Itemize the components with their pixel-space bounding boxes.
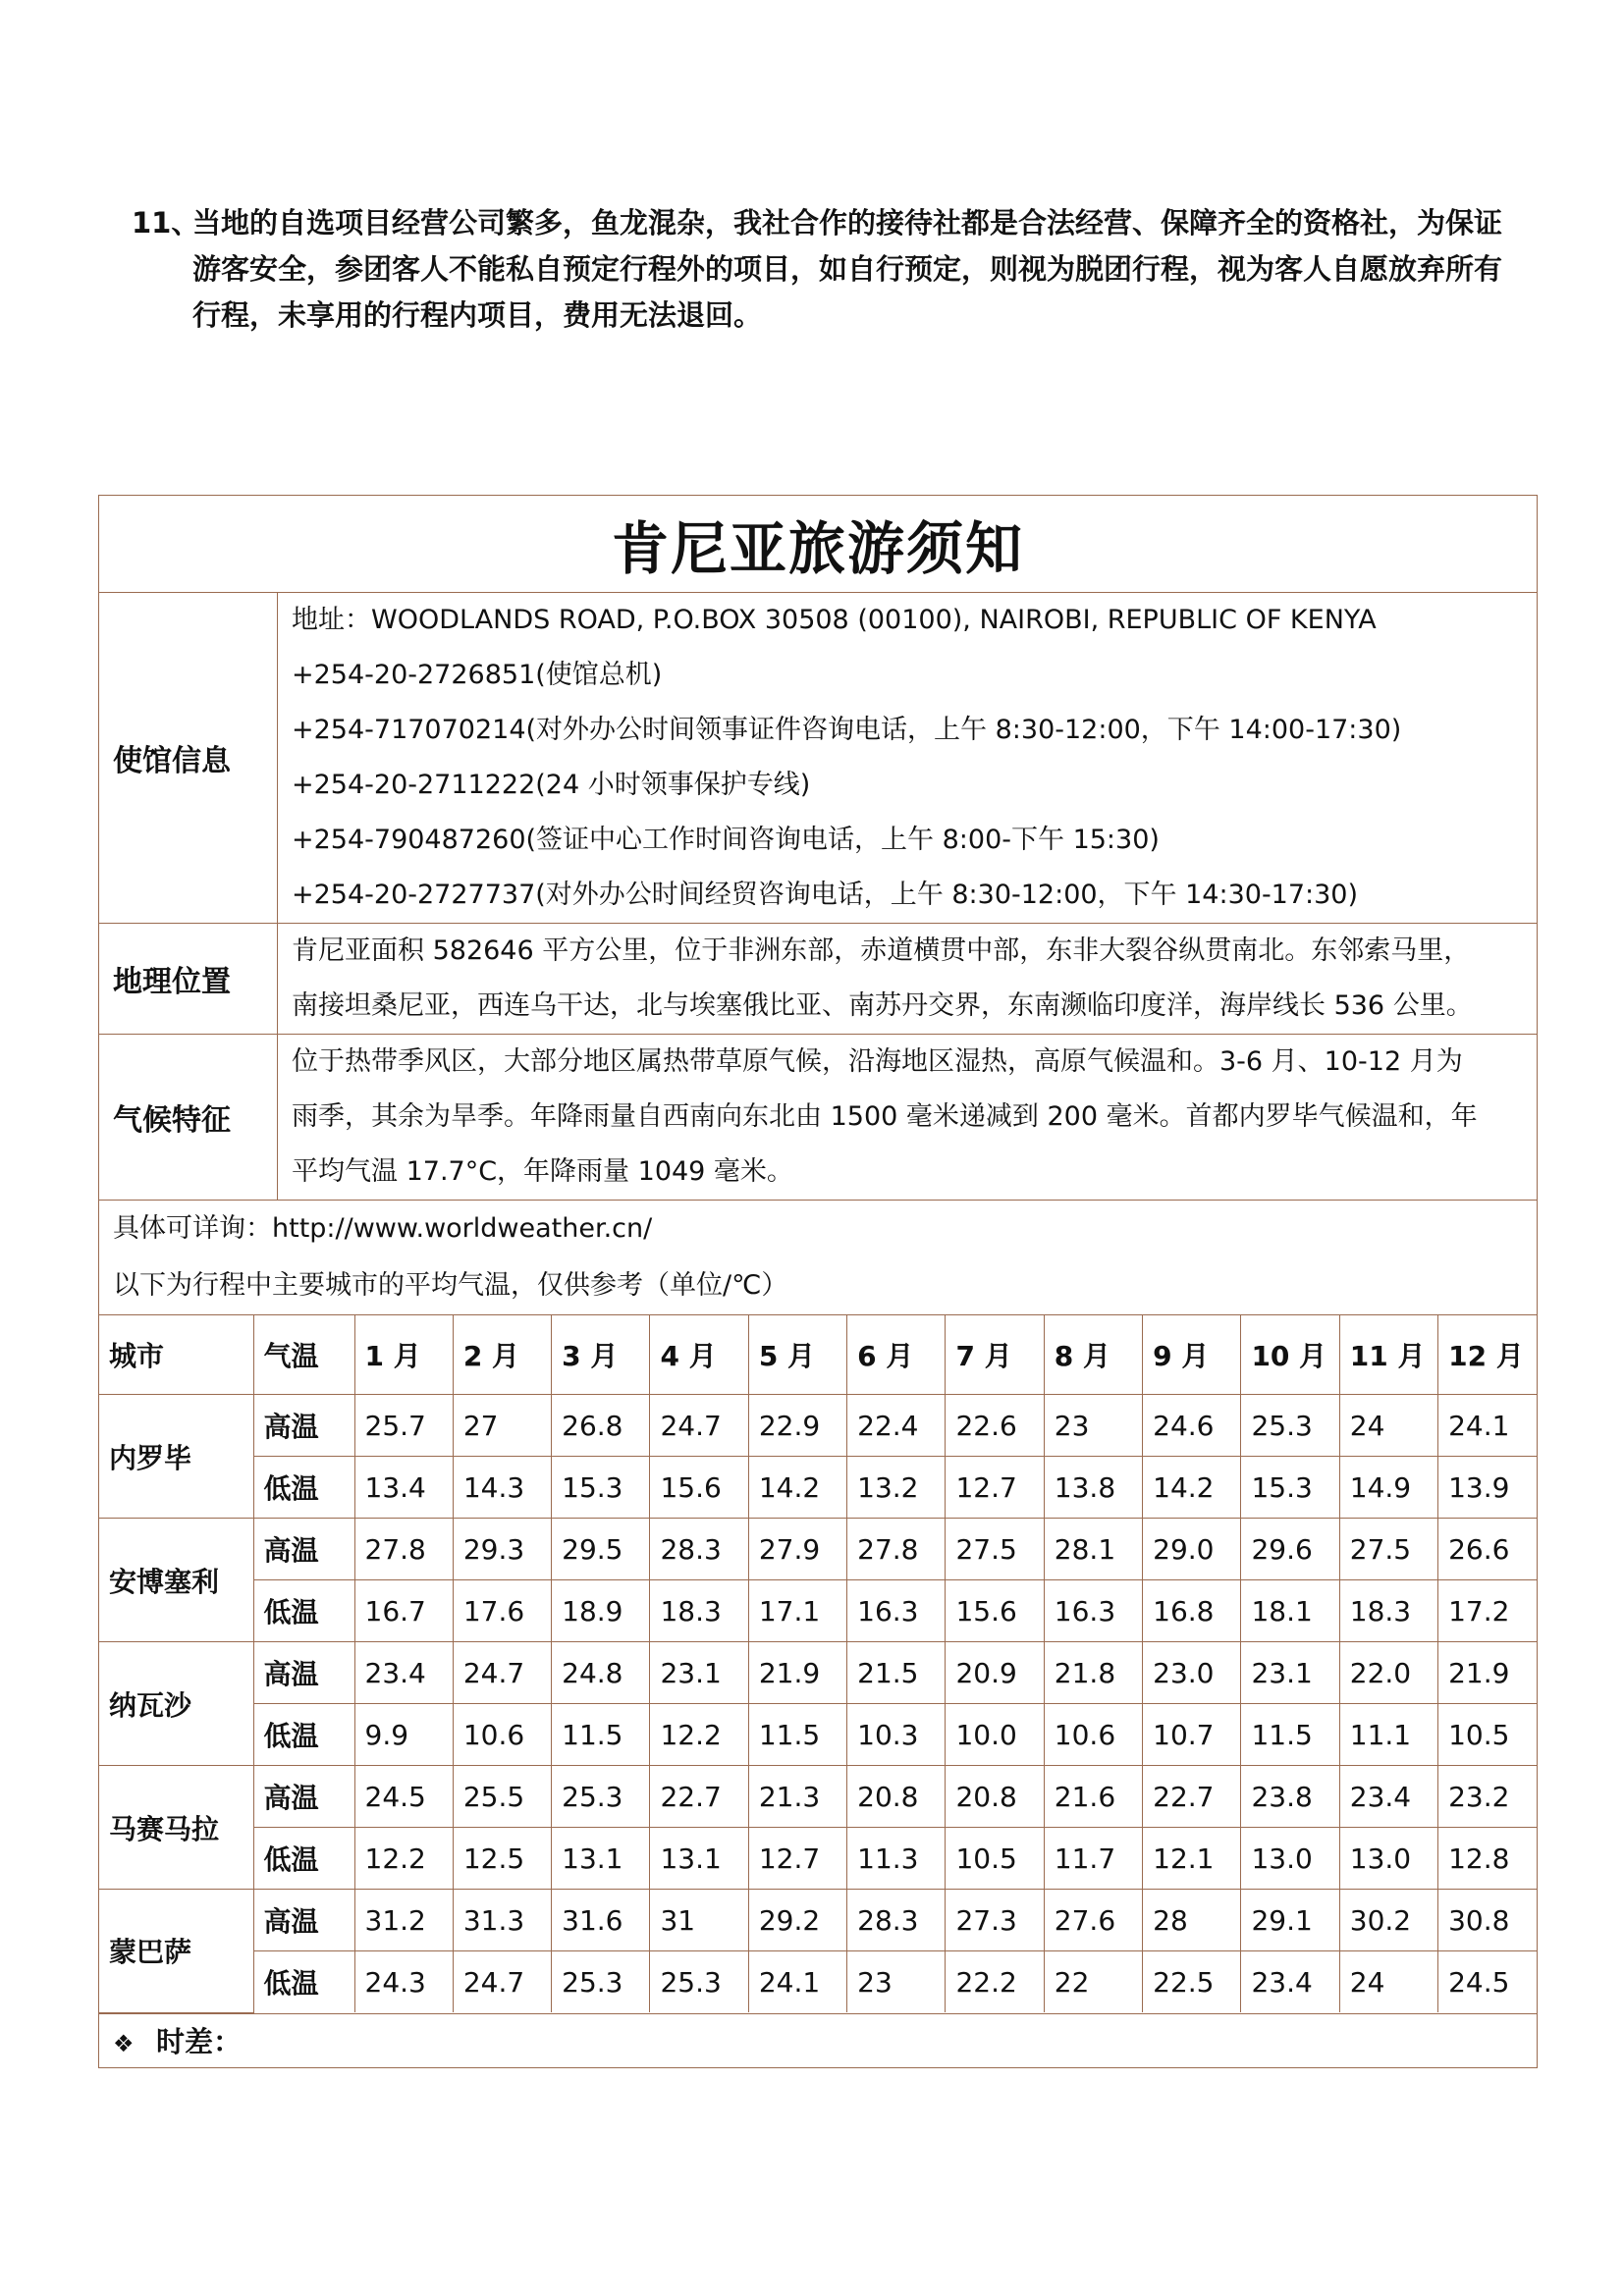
high-temp-value: 25.7 (354, 1395, 453, 1457)
low-temp-value: 10.6 (1044, 1704, 1142, 1766)
high-temp-value: 22.7 (650, 1766, 748, 1828)
high-temp-value: 27.5 (1339, 1519, 1437, 1580)
high-temp-value: 27.5 (946, 1519, 1044, 1580)
climate-line: 位于热带季风区，大部分地区属热带草原气候，沿海地区湿热，高原气候温和。3-6 月、10-12 月为 (292, 1046, 1463, 1077)
high-temp-value: 28.3 (650, 1519, 748, 1580)
low-temp-value: 24.1 (748, 1951, 846, 2013)
weather-reference (99, 1201, 1538, 1315)
city-name: 安博塞利 (99, 1519, 253, 1642)
high-temp-value: 22.6 (946, 1395, 1044, 1457)
temperature-table-cell (99, 1315, 1538, 2014)
high-temp-value: 27.8 (354, 1519, 453, 1580)
low-temp-value: 11.1 (1339, 1704, 1437, 1766)
high-temp-value: 21.3 (748, 1766, 846, 1828)
low-temp-value: 13.1 (552, 1828, 650, 1890)
low-temp-value: 22.5 (1143, 1951, 1241, 2013)
embassy-info (278, 593, 1538, 924)
high-temp-value: 28.1 (1044, 1519, 1142, 1580)
geography-line: 肯尼亚面积 582646 平方公里，位于非洲东部，赤道横贯中部，东非大裂谷纵贯南北。东邻索马里， (292, 935, 1471, 966)
temperature-row-high (99, 1642, 1537, 1704)
low-temp-value: 10.3 (847, 1704, 946, 1766)
low-temp-value: 14.2 (1143, 1457, 1241, 1519)
low-temp-value: 16.3 (847, 1580, 946, 1642)
temperature-table (99, 1315, 1537, 2013)
high-temp-value: 21.6 (1044, 1766, 1142, 1828)
note-paragraph (132, 200, 1526, 339)
low-temp-value: 13.2 (847, 1457, 946, 1519)
high-temp-value: 29.2 (748, 1890, 846, 1951)
low-temp-label: 低温 (253, 1828, 354, 1890)
low-temp-value: 13.8 (1044, 1457, 1142, 1519)
high-temp-value: 25.3 (1241, 1395, 1339, 1457)
high-temp-value: 26.8 (552, 1395, 650, 1457)
high-temp-value: 20.8 (946, 1766, 1044, 1828)
low-temp-value: 18.1 (1241, 1580, 1339, 1642)
city-name: 纳瓦沙 (99, 1642, 253, 1766)
low-temp-value: 12.7 (748, 1828, 846, 1890)
geography-info (278, 924, 1538, 1035)
low-temp-label: 低温 (253, 1580, 354, 1642)
header-city: 城市 (99, 1315, 253, 1395)
header-month: 1 月 (354, 1315, 453, 1395)
high-temp-value: 24.7 (650, 1395, 748, 1457)
embassy-phone-consular: +254-717070214(对外办公时间领事证件咨询电话，上午 8:30-12:00，下午 14:00-17:30) (292, 715, 1402, 745)
low-temp-value: 10.6 (453, 1704, 551, 1766)
low-temp-value: 24.3 (354, 1951, 453, 2013)
low-temp-label: 低温 (253, 1704, 354, 1766)
high-temp-value: 27.9 (748, 1519, 846, 1580)
low-temp-value: 15.6 (650, 1457, 748, 1519)
high-temp-value: 24.8 (552, 1642, 650, 1704)
high-temp-value: 29.1 (1241, 1890, 1339, 1951)
temperature-row-high (99, 1519, 1537, 1580)
low-temp-value: 18.9 (552, 1580, 650, 1642)
low-temp-value: 12.8 (1438, 1828, 1537, 1890)
low-temp-value: 13.0 (1241, 1828, 1339, 1890)
low-temp-value: 13.1 (650, 1828, 748, 1890)
high-temp-value: 23.1 (650, 1642, 748, 1704)
high-temp-label: 高温 (253, 1766, 354, 1828)
high-temp-value: 27.3 (946, 1890, 1044, 1951)
high-temp-value: 24.7 (453, 1642, 551, 1704)
header-month: 2 月 (453, 1315, 551, 1395)
low-temp-value: 17.1 (748, 1580, 846, 1642)
temperature-row-high (99, 1395, 1537, 1457)
weather-reference-note: 以下为行程中主要城市的平均气温，仅供参考（单位/℃） (113, 1270, 788, 1301)
weather-reference-link: 具体可详询：http://www.worldweather.cn/ (113, 1213, 653, 1244)
high-temp-value: 29.0 (1143, 1519, 1241, 1580)
high-temp-value: 27 (453, 1395, 551, 1457)
city-name: 蒙巴萨 (99, 1890, 253, 2013)
temperature-table-body (99, 1315, 1537, 2012)
high-temp-value: 28.3 (847, 1890, 946, 1951)
high-temp-value: 23.4 (1339, 1766, 1437, 1828)
high-temp-value: 24.5 (354, 1766, 453, 1828)
high-temp-value: 26.6 (1438, 1519, 1537, 1580)
low-temp-value: 9.9 (354, 1704, 453, 1766)
low-temp-value: 22 (1044, 1951, 1142, 2013)
low-temp-value: 18.3 (1339, 1580, 1437, 1642)
page-title: 肯尼亚旅游须知 (99, 496, 1538, 593)
high-temp-value: 25.5 (453, 1766, 551, 1828)
high-temp-label: 高温 (253, 1642, 354, 1704)
low-temp-value: 18.3 (650, 1580, 748, 1642)
climate-line: 平均气温 17.7°C，年降雨量 1049 毫米。 (292, 1156, 793, 1187)
note-number: 11、 (132, 206, 200, 240)
low-temp-value: 11.5 (1241, 1704, 1339, 1766)
high-temp-value: 28 (1143, 1890, 1241, 1951)
high-temp-value: 30.2 (1339, 1890, 1437, 1951)
geography-label: 地理位置 (99, 924, 278, 1035)
low-temp-value: 17.2 (1438, 1580, 1537, 1642)
high-temp-value: 21.9 (1438, 1642, 1537, 1704)
low-temp-value: 12.1 (1143, 1828, 1241, 1890)
high-temp-value: 23.4 (354, 1642, 453, 1704)
city-name: 马赛马拉 (99, 1766, 253, 1890)
temperature-row-high (99, 1890, 1537, 1951)
high-temp-value: 20.8 (847, 1766, 946, 1828)
high-temp-value: 23 (1044, 1395, 1142, 1457)
embassy-address: 地址：WOODLANDS ROAD, P.O.BOX 30508 (00100), NAIROBI, REPUBLIC OF KENYA (292, 605, 1377, 635)
low-temp-value: 16.3 (1044, 1580, 1142, 1642)
low-temp-value: 11.5 (552, 1704, 650, 1766)
low-temp-value: 13.4 (354, 1457, 453, 1519)
high-temp-value: 21.5 (847, 1642, 946, 1704)
high-temp-value: 31.6 (552, 1890, 650, 1951)
low-temp-value: 16.7 (354, 1580, 453, 1642)
low-temp-value: 24.7 (453, 1951, 551, 2013)
header-month: 10 月 (1241, 1315, 1339, 1395)
city-name: 内罗毕 (99, 1395, 253, 1519)
embassy-phone-trade: +254-20-2727737(对外办公时间经贸咨询电话，上午 8:30-12:00，下午 14:30-17:30) (292, 880, 1359, 910)
low-temp-value: 12.2 (354, 1828, 453, 1890)
temperature-row-low (99, 1457, 1537, 1519)
note-text: 当地的自选项目经营公司繁多，鱼龙混杂，我社合作的接待社都是合法经营、保障齐全的资格社，为保证游客安全，参团客人不能私自预定行程外的项目，如自行预定，则视为脱团行程，视为客人自愿放弃所有行程，未享用的行程内项目，费用无法退回。 (192, 206, 1503, 332)
header-month: 3 月 (552, 1315, 650, 1395)
high-temp-value: 27.8 (847, 1519, 946, 1580)
header-month: 12 月 (1438, 1315, 1537, 1395)
low-temp-value: 16.8 (1143, 1580, 1241, 1642)
high-temp-value: 25.3 (552, 1766, 650, 1828)
high-temp-value: 24.6 (1143, 1395, 1241, 1457)
low-temp-value: 17.6 (453, 1580, 551, 1642)
diamond-bullet-icon: ❖ (113, 2030, 135, 2057)
low-temp-value: 15.6 (946, 1580, 1044, 1642)
climate-info (278, 1035, 1538, 1201)
header-month: 5 月 (748, 1315, 846, 1395)
high-temp-value: 23.2 (1438, 1766, 1537, 1828)
high-temp-value: 22.0 (1339, 1642, 1437, 1704)
low-temp-value: 11.3 (847, 1828, 946, 1890)
embassy-label: 使馆信息 (99, 593, 278, 924)
low-temp-value: 12.2 (650, 1704, 748, 1766)
low-temp-value: 11.5 (748, 1704, 846, 1766)
high-temp-value: 23.0 (1143, 1642, 1241, 1704)
high-temp-value: 31 (650, 1890, 748, 1951)
high-temp-label: 高温 (253, 1519, 354, 1580)
high-temp-value: 24.1 (1438, 1395, 1537, 1457)
temperature-row-low (99, 1828, 1537, 1890)
high-temp-value: 21.9 (748, 1642, 846, 1704)
low-temp-value: 25.3 (552, 1951, 650, 2013)
low-temp-value: 15.3 (552, 1457, 650, 1519)
temperature-row-low (99, 1951, 1537, 2013)
climate-line: 雨季，其余为旱季。年降雨量自西南向东北由 1500 毫米递减到 200 毫米。首都内罗毕气候温和，年 (292, 1101, 1478, 1132)
low-temp-value: 10.0 (946, 1704, 1044, 1766)
temperature-row-low (99, 1580, 1537, 1642)
high-temp-value: 29.3 (453, 1519, 551, 1580)
temperature-row-low (99, 1704, 1537, 1766)
low-temp-value: 13.0 (1339, 1828, 1437, 1890)
high-temp-value: 20.9 (946, 1642, 1044, 1704)
high-temp-value: 29.5 (552, 1519, 650, 1580)
high-temp-label: 高温 (253, 1890, 354, 1951)
geography-line: 南接坦桑尼亚，西连乌干达，北与埃塞俄比亚、南苏丹交界，东南濒临印度洋，海岸线长 536 公里。 (292, 990, 1473, 1021)
temperature-row-high (99, 1766, 1537, 1828)
low-temp-value: 15.3 (1241, 1457, 1339, 1519)
embassy-phone-protection: +254-20-2711222(24 小时领事保护专线) (292, 770, 811, 800)
header-month: 8 月 (1044, 1315, 1142, 1395)
low-temp-value: 22.2 (946, 1951, 1044, 2013)
header-kind: 气温 (253, 1315, 354, 1395)
climate-label: 气候特征 (99, 1035, 278, 1201)
header-month: 6 月 (847, 1315, 946, 1395)
high-temp-value: 21.8 (1044, 1642, 1142, 1704)
low-temp-value: 14.9 (1339, 1457, 1437, 1519)
header-month: 11 月 (1339, 1315, 1437, 1395)
time-difference (99, 2013, 1538, 2067)
low-temp-value: 12.5 (453, 1828, 551, 1890)
high-temp-value: 24 (1339, 1395, 1437, 1457)
high-temp-value: 31.2 (354, 1890, 453, 1951)
low-temp-value: 23.4 (1241, 1951, 1339, 2013)
low-temp-value: 11.7 (1044, 1828, 1142, 1890)
low-temp-value: 24.5 (1438, 1951, 1537, 2013)
high-temp-value: 23.1 (1241, 1642, 1339, 1704)
low-temp-value: 14.2 (748, 1457, 846, 1519)
temperature-header-row (99, 1315, 1537, 1395)
high-temp-value: 22.9 (748, 1395, 846, 1457)
header-month: 4 月 (650, 1315, 748, 1395)
low-temp-label: 低温 (253, 1951, 354, 2013)
kenya-travel-notice-table (98, 495, 1538, 2068)
low-temp-value: 10.5 (946, 1828, 1044, 1890)
low-temp-label: 低温 (253, 1457, 354, 1519)
high-temp-value: 22.7 (1143, 1766, 1241, 1828)
high-temp-value: 23.8 (1241, 1766, 1339, 1828)
low-temp-value: 13.9 (1438, 1457, 1537, 1519)
low-temp-value: 23 (847, 1951, 946, 2013)
high-temp-value: 27.6 (1044, 1890, 1142, 1951)
high-temp-value: 30.8 (1438, 1890, 1537, 1951)
low-temp-value: 14.3 (453, 1457, 551, 1519)
time-difference-label: 时差： (156, 2025, 243, 2058)
header-month: 7 月 (946, 1315, 1044, 1395)
low-temp-value: 10.7 (1143, 1704, 1241, 1766)
low-temp-value: 24 (1339, 1951, 1437, 2013)
low-temp-value: 12.7 (946, 1457, 1044, 1519)
high-temp-value: 29.6 (1241, 1519, 1339, 1580)
low-temp-value: 10.5 (1438, 1704, 1537, 1766)
low-temp-value: 25.3 (650, 1951, 748, 2013)
high-temp-value: 22.4 (847, 1395, 946, 1457)
high-temp-label: 高温 (253, 1395, 354, 1457)
embassy-phone-visa: +254-790487260(签证中心工作时间咨询电话，上午 8:00-下午 15:30) (292, 825, 1160, 855)
header-month: 9 月 (1143, 1315, 1241, 1395)
high-temp-value: 31.3 (453, 1890, 551, 1951)
embassy-phone-main: +254-20-2726851(使馆总机) (292, 660, 663, 690)
